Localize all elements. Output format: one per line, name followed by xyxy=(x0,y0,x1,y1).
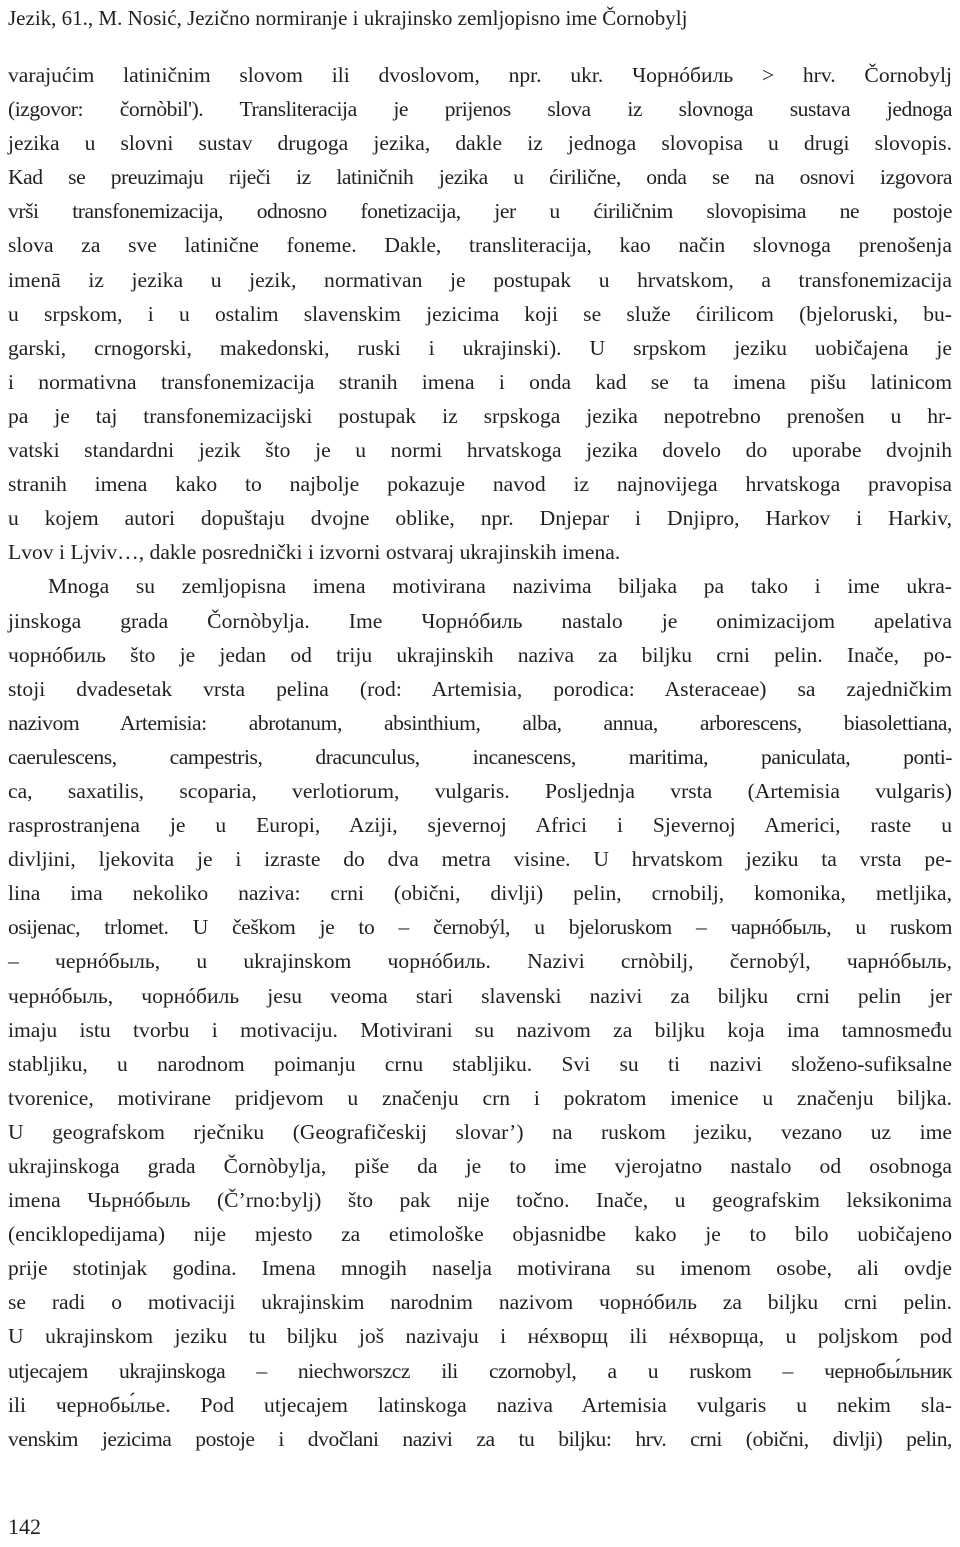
text-line: divljini, ljekovita je i izraste do dva metra visine. U hrvatskom jeziku ta vrsta pe- xyxy=(8,847,952,872)
text-line: – чернóбыль, u ukrajinskom чорнóбиль. Nazivi crnòbilj, černobýl, чарнóбыль, xyxy=(8,949,952,974)
text-line: prije stotinjak godina. Imena mnogih naselja motivirana su imenom osobe, ali ovdje xyxy=(8,1256,952,1281)
text-line: se radi o motivaciji ukrajinskim narodnim nazivom чорнóбиль za biljku crni pelin. xyxy=(8,1290,952,1315)
text-line: venskim jezicima postoje i dvočlani nazivi za tu biljku: hrv. crni (obični, divlji) pelin, xyxy=(8,1426,952,1451)
text-line: U ukrajinskom jeziku tu biljku još nazivaju i нéхворщ ili нéхворща, u poljskom pod xyxy=(8,1324,952,1349)
page-number: 142 xyxy=(8,1514,41,1539)
text-line: чорнóбиль što je jedan od triju ukrajinskih naziva za biljku crni pelin. Inače, po- xyxy=(8,642,952,667)
text-line: vatski standardni jezik što je u normi hrvatskoga jezika dovelo do uporabe dvojnih xyxy=(8,438,952,463)
text-line: pa je taj transfonemizacijski postupak iz srpskoga jezika nepotrebno prenošen u hr- xyxy=(8,403,952,428)
text-line: varajućim latiničnim slovom ili dvoslovom, npr. ukr. Чорнóбиль > hrv. Čornobylj xyxy=(8,63,952,87)
text-line: caerulescens, campestris, dracunculus, incanescens, maritima, paniculata, ponti- xyxy=(8,744,952,769)
text-line: garski, crnogorski, makedonski, ruski i ukrajinski). U srpskom jeziku uobičajena je xyxy=(8,335,952,360)
text-line: utjecajem ukrajinskoga – niechworszcz ili czornobyl, a u ruskom – чернобы́льник xyxy=(8,1358,952,1383)
text-line: tvorenice, motivirane pridjevom u značenju crn i pokratom imenice u značenju biljka. xyxy=(8,1085,952,1110)
text-line: imena Чьрнóбыль (Č’rno:bylj) što pak nije točno. Inače, u geografskim leksikonima xyxy=(8,1188,952,1213)
text-line: i normativna transfonemizacija stranih imena i onda kad se ta imena pišu latinicom xyxy=(8,369,952,394)
text-line: Mnoga su zemljopisna imena motivirana nazivima biljaka pa tako i ime ukra- xyxy=(48,574,952,599)
text-line: imaju istu tvorbu i motivaciju. Motivirani su nazivom za biljku koja ima tamnosmeđu xyxy=(8,1017,952,1042)
text-line: u srpskom, i u ostalim slavenskim jezicima koji se služe ćirilicom (bjeloruski, bu- xyxy=(8,301,952,326)
text-line: lina ima nekoliko naziva: crni (obični, divlji) pelin, crnobilj, komonika, metljika, xyxy=(8,881,952,906)
text-line: чернóбыль, чорнóбиль jesu veoma stari slavenski nazivi za biljku crni pelin jer xyxy=(8,983,952,1008)
text-line: ukrajinskoga grada Čornòbylja, piše da je to ime vjerojatno nastalo od osobnoga xyxy=(8,1154,952,1178)
running-head: Jezik, 61., M. Nosić, Jezično normiranje i ukrajinsko zemljopisno ime Čornobylj xyxy=(8,6,688,30)
text-line: jinskoga grada Čornòbylja. Ime Чорнóбиль nastalo je onimizacijom apelativa xyxy=(8,608,952,633)
text-line: Kad se preuzimaju riječi iz latiničnih jezika u ćirilične, onda se na osnovi izgovora xyxy=(8,165,952,190)
text-line: stoji dvadesetak vrsta pelina (rod: Artemisia, porodica: Asteraceae) sa zajedničkim xyxy=(8,676,952,701)
text-line: slova za sve latinične foneme. Dakle, transliteracija, kao način slovnoga prenošenja xyxy=(8,233,952,258)
text-line: imenā iz jezika u jezik, normativan je postupak u hrvatskom, a transfonemizacija xyxy=(8,267,952,292)
text-line: stranih imena kako to najbolje pokazuje navod iz najnovijega hrvatskoga pravopisa xyxy=(8,472,952,497)
body-text xyxy=(8,58,952,1456)
text-line: stabljiku, u narodnom poimanju crnu stabljiku. Svi su ti nazivi složeno-sufiksalne xyxy=(8,1051,952,1076)
text-line: rasprostranjena je u Europi, Aziji, sjevernoj Africi i Sjevernoj Americi, raste u xyxy=(8,813,952,838)
text-line: (izgovor: čornòbil'). Transliteracija je prijenos slova iz slovnoga sustava jednoga xyxy=(8,97,952,122)
text-line: U geografskom rječniku (Geografičeskij slovar’) na ruskom jeziku, vezano uz ime xyxy=(8,1119,952,1144)
text-line: vrši transfonemizacija, odnosno fonetizacija, jer u ćiriličnim slovopisima ne postoje xyxy=(8,199,952,224)
text-line: nazivom Artemisia: abrotanum, absinthium, alba, annua, arborescens, biasolettiana, xyxy=(8,710,952,735)
text-line: (enciklopedijama) nije mjesto za etimološke objasnidbe kako je to bilo uobičajeno xyxy=(8,1222,952,1247)
text-line: ca, saxatilis, scoparia, verlotiorum, vulgaris. Posljednja vrsta (Artemisia vulgaris) xyxy=(8,778,952,803)
text-line: ili чернобы́лье. Pod utjecajem latinskoga naziva Artemisia vulgaris u nekim sla- xyxy=(8,1392,952,1417)
text-line: jezika u slovni sustav drugoga jezika, dakle iz jednoga slovopisa u drugi slovopis. xyxy=(8,131,952,156)
text-line: osijenac, trlomet. U češkom je to – černobýl, u bjeloruskom – чарнóбыль, u ruskom xyxy=(8,915,952,940)
text-line: Lvov i Ljviv…, dakle posrednički i izvorni ostvaraj ukrajinskih imena. xyxy=(8,540,621,565)
text-line: u kojem autori dopuštaju dvojne oblike, npr. Dnjepar i Dnjipro, Harkov i Harkiv, xyxy=(8,506,952,531)
